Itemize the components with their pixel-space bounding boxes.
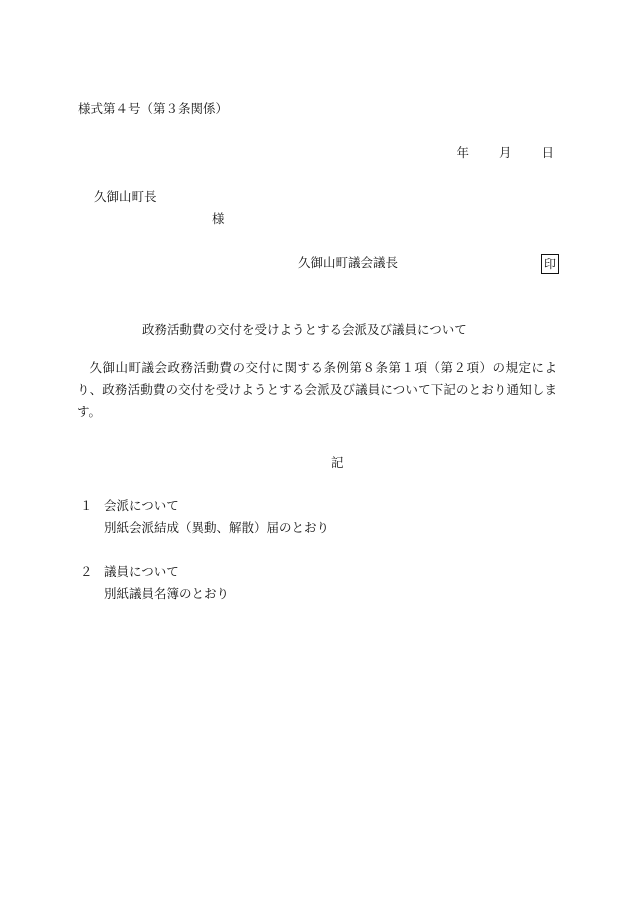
date-day: 日 [541, 145, 554, 160]
ki-heading: 記 [331, 455, 344, 470]
date-year: 年 [456, 145, 469, 160]
document-title: 政務活動費の交付を受けようとする会派及び議員について [142, 322, 467, 337]
item-title: 会派について [104, 498, 179, 513]
date-line [456, 147, 554, 160]
item-detail: 別紙会派結成（異動、解散）届のとおり [104, 520, 330, 535]
body-paragraph: 久御山町議会政務活動費の交付に関する条例第８条第１項（第２項）の規定により、政務活動費の交付を受けようとする会派及び議員について下記のとおり通知します。 [77, 360, 557, 419]
recipient-name: 久御山町長 [94, 189, 157, 204]
sender-title: 久御山町議会議長 [298, 255, 399, 270]
recipient-honorific: 様 [212, 211, 225, 226]
form-number: 様式第４号（第３条関係） [78, 101, 229, 116]
seal-mark: 印 [541, 254, 559, 274]
item-detail: 別紙議員名簿のとおり [104, 586, 230, 601]
date-month: 月 [498, 145, 512, 160]
item-number: ２ [80, 564, 93, 579]
item-number: １ [80, 498, 93, 513]
item-title: 議員について [104, 564, 179, 579]
